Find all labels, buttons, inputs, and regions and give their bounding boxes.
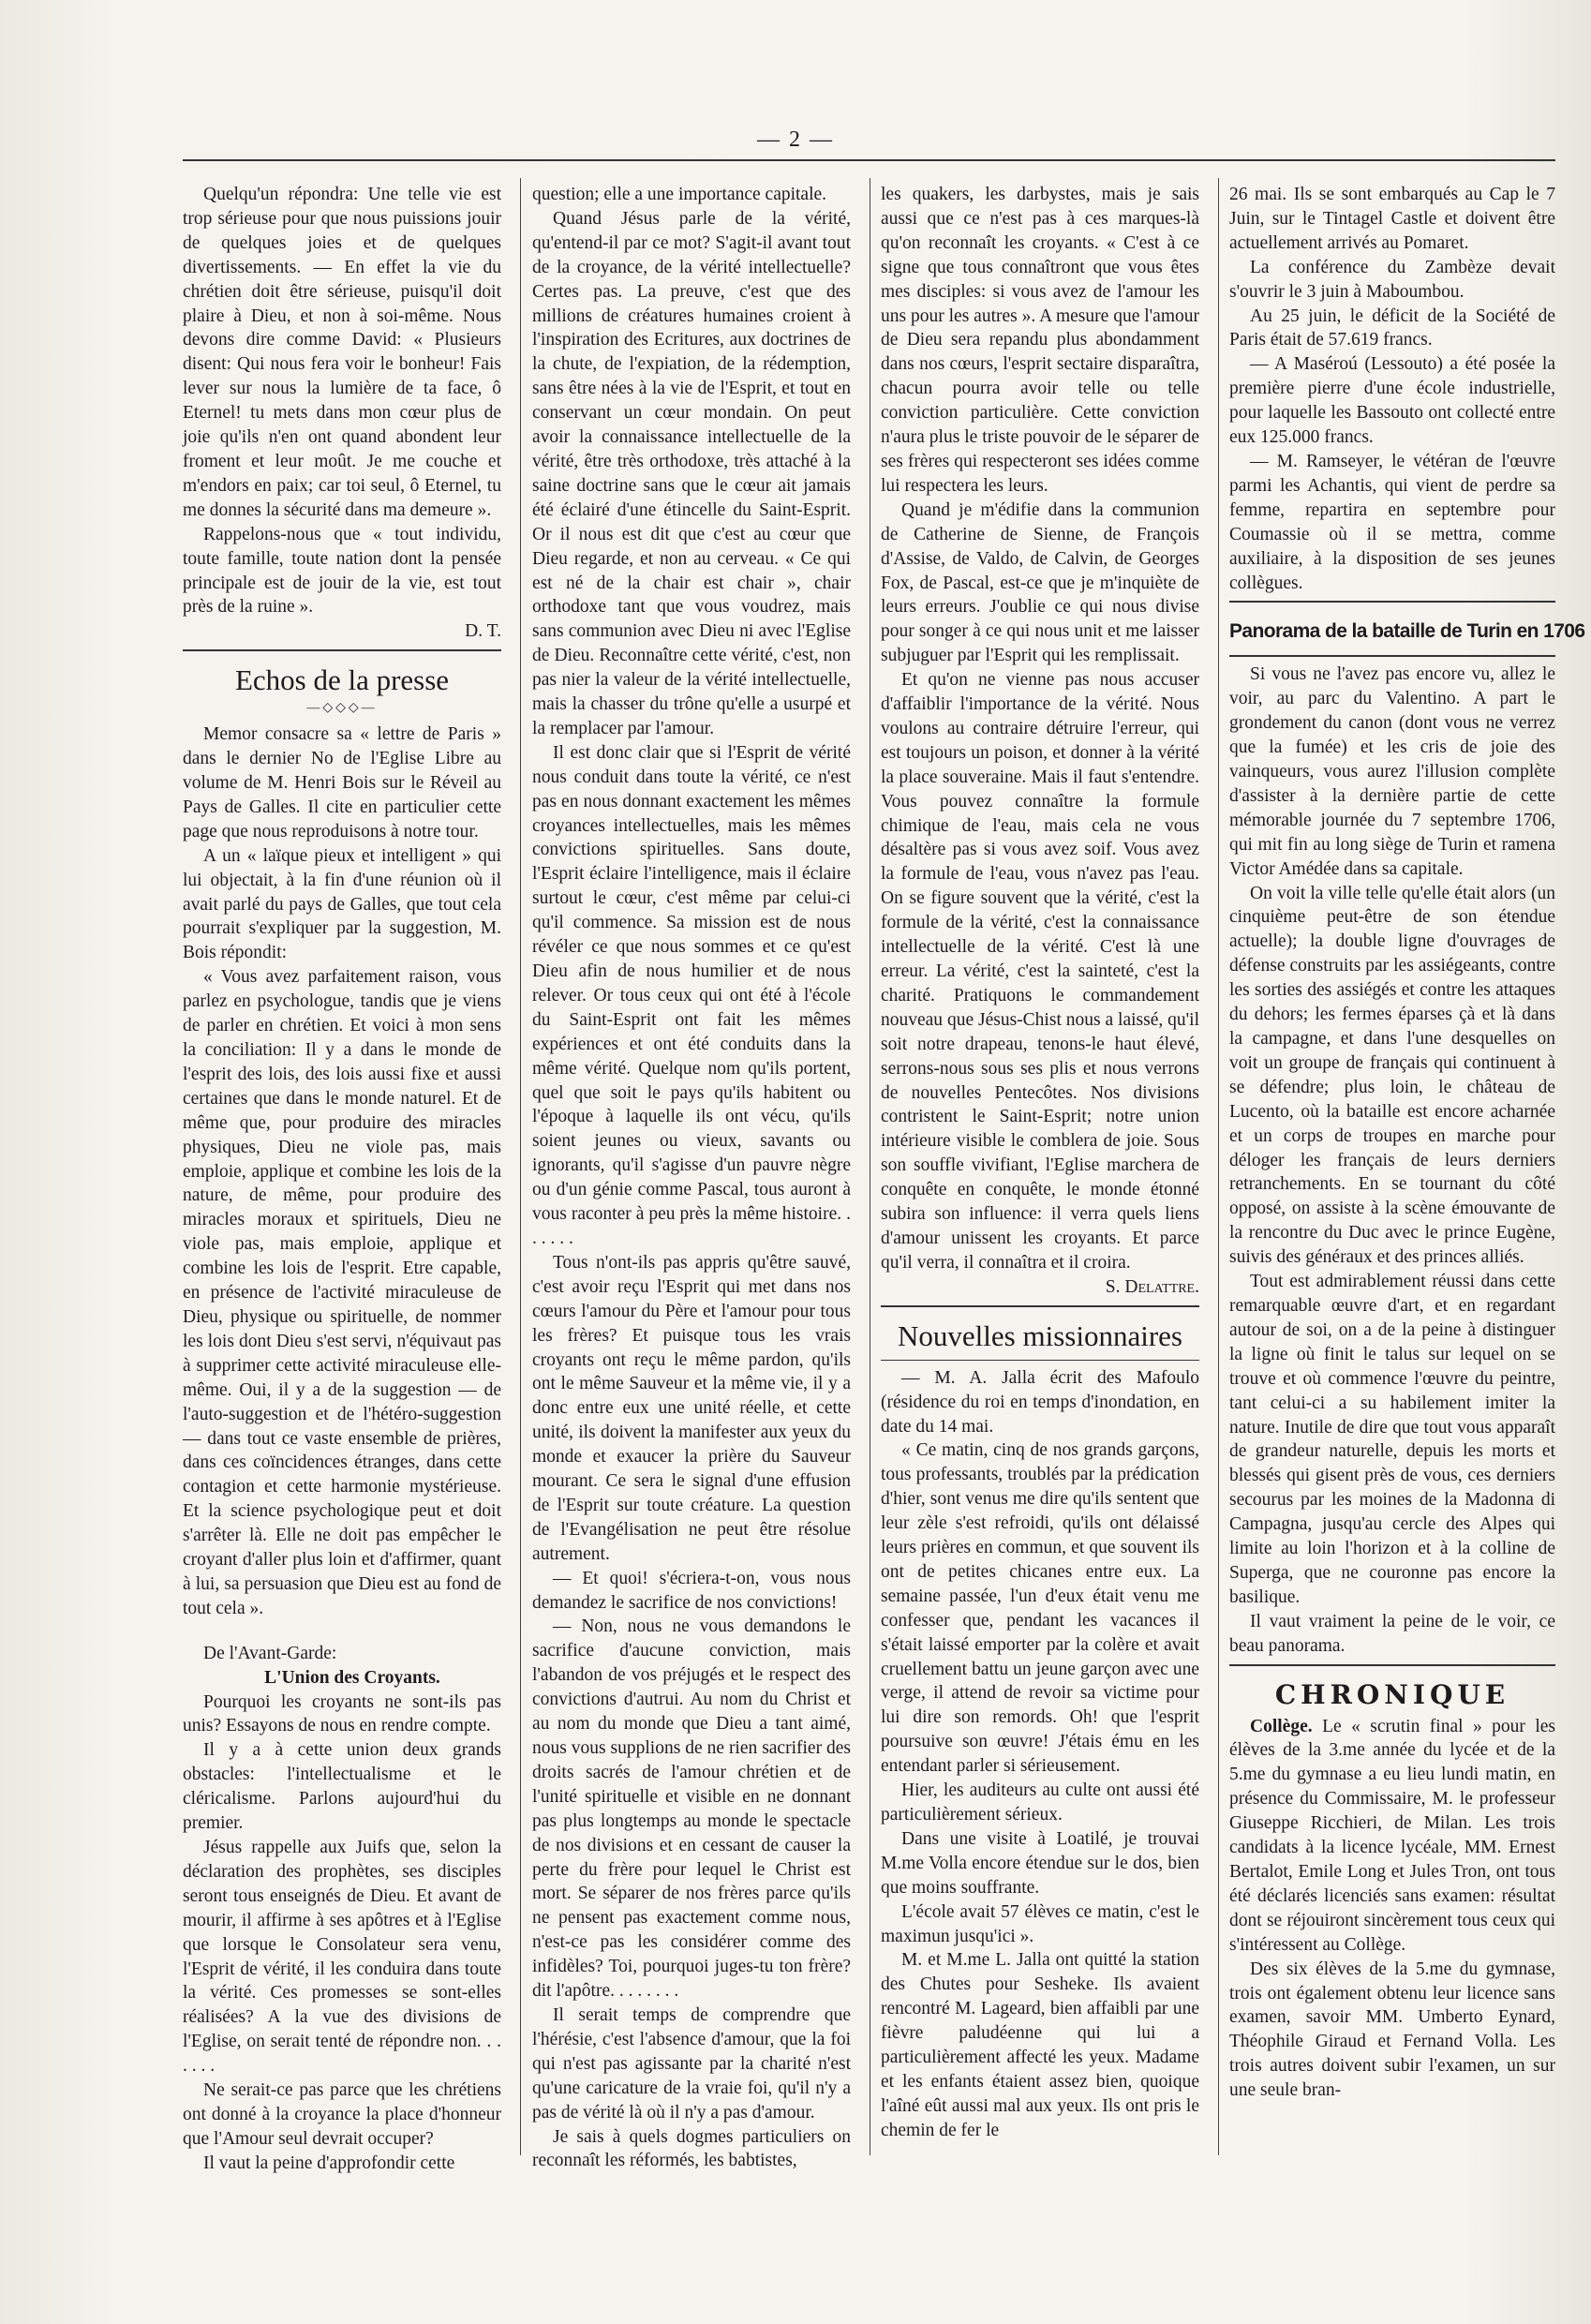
paragraph: Quand Jésus parle de la vérité, qu'entend-il par ce mot? S'agit-il avant tout de la croyance, de la vérité intellectuelle? Certes pas. La preuve, c'est que des millions de créatures humaines croient à l'inspiration des Ecritures, aux doctrines de la chute, de l'expiation, de la rédemption, sans être nées à la vie de l'Esprit, et tout en conservant un cœur mondain. On peut avoir la connaissance intellectuelle de la vérité, être très orthodoxe, très attaché à la saine doctrine sans que le cœur ait jamais été éclairé d'une étincelle du Saint-Esprit. Or il nous est dit que c'est au cœur que Dieu regarde, et non au cerveau. « Ce qui est né de la chair est chair », chair orthodoxe tant que vous voudrez, mais sans communion avec Dieu ni avec l'Eglise de Dieu. Reconnaître cette vérité, c'est, non pas nier la valeur de la vérité intellectuelle, mais la chasser du trône qu'elle a usurpé et la remplacer par l'amour. bbox=[532, 208, 851, 738]
article-subheading: L'Union des Croyants. bbox=[264, 1667, 440, 1688]
paragraph: — Non, nous ne vous demandons le sacrifice d'aucune conviction, mais l'abandon de vos préjugés et le respect des convictions d'autrui. Au nom du Christ et au nom du monde que Dieu a tant aimé, nous vous supplions de ne rien sacrifier des droits sacrés de l'amour chrétien et de l'unité spirituelle et visible en ne donnant pas plus longtemps au monde le spectacle de nos divisions et en cessant de causer la perte du frère pour lequel le Christ est mort. Se séparer de nos frères parce qu'ils ne pensent pas exactement comme nous, n'est-ce pas les considérer comme des infidèles? Toi, pourquoi juges-tu ton frère? dit l'apôtre. . . . . . . . bbox=[532, 1616, 851, 2002]
paragraph: De l'Avant-Garde: bbox=[203, 1643, 337, 1663]
column-1 bbox=[183, 183, 501, 2173]
paragraph-text: Le « scrutin final » pour les élèves de la 3.me année du lycée et de la 5.me du gymnase a eu lieu lundi matin, en présence du Commissaire, M. le professeur Giuseppe Ricchieri, de Milan. Les trois candidats à la licence lycéale, MM. Ernest Bertalot, Emile Long et Jules Tron, ont tous été déclarés licenciés sans examen: résultat dont se réjouiront sincèrement tous ceux qui s'intéressent au Collège. bbox=[1229, 1716, 1556, 1955]
spacer bbox=[183, 1621, 501, 1642]
section-rule bbox=[1229, 655, 1555, 657]
column-3 bbox=[881, 183, 1199, 2160]
section-rule bbox=[881, 1305, 1199, 1307]
paragraph: L'école avait 57 élèves ce matin, c'est le maximun jusqu'ici ». bbox=[881, 1901, 1199, 1946]
paragraph: Quelqu'un répondra: Une telle vie est trop sérieuse pour que nous puissions jouir de quelques joies et de quelques divertissements. — En effet la vie du chrétien doit être sérieuse, puisqu'il doit plaire à Dieu, et non à soi-même. Nous devons dire comme David: « Plusieurs disent: Qui nous fera voir le bonheur! Fais lever sur nous la lumière de ta face, ô Eternel! tu mets dans mon cœur plus de joie qu'ils n'en ont quand abondent leur froment et leur moût. Je me couche et m'endors en paix; car toi seul, ô Eternel, tu me donnes la sécurité dans ma demeure ». bbox=[183, 185, 501, 520]
paragraph: question; elle a une importance capitale. bbox=[532, 185, 827, 204]
section-rule bbox=[1229, 1664, 1555, 1666]
paragraph: Si vous ne l'avez pas encore vu, allez le voir, au parc du Valentino. A part le grondement du canon (dont vous ne verrez que la fumée) et les cris de joie des vainqueurs, vous aurez l'illusion complète d'assister à la dernière partie de cette mémorable journée du 7 septembre 1706, qui mit fin au long siège de Turin et ramena Victor Amédée dans sa capitale. bbox=[1229, 664, 1555, 879]
paragraph: 26 mai. Ils se sont embarqués au Cap le 7 Juin, sur le Tintagel Castle et doivent être actuellement arrivés au Pomaret. bbox=[1229, 185, 1555, 253]
column-4 bbox=[1229, 183, 1585, 2160]
paragraph: Il vaut la peine d'approfondir cette bbox=[203, 2153, 455, 2173]
paragraph: — A Maséroú (Lessouto) a été posée la première pierre d'une école industrielle, pour laquelle les Bassouto ont collecté entre eux 125.000 francs. bbox=[1229, 354, 1555, 448]
paragraph: Tous n'ont-ils pas appris qu'être sauvé, c'est avoir reçu l'Esprit qui met dans nos cœurs l'amour du Père et l'amour pour tous les frères? Et puisque tous les vrais croyants ont reçu le même pardon, qu'ils ont le même Sauveur et la même vie, il y a donc entre eux une unité réelle, et cette unité, ils doivent la manifester aux yeux du monde et exaucer la prière du Sauveur mourant. Ce sera le signal d'une effusion de l'Esprit sur toute créature. La question de l'Evangélisation ne peut être résolue autrement. bbox=[532, 1252, 851, 1564]
section-rule bbox=[881, 1360, 1199, 1361]
paragraph: Il est donc clair que si l'Esprit de vérité nous conduit dans toute la vérité, ce n'est pas en nous donnant exactement les mêmes croyances intellectuelles, mais les mêmes convictions spirituelles. Sans doute, l'Esprit éclaire l'intelligence, mais il éclaire surtout le cœur, c'est même par celui-ci qu'il commence. Sa mission est de nous révéler ce que nous sommes et ce qu'est Dieu afin de nous humilier et de nous relever. Or tous ceux qui ont été à l'école du Saint-Esprit ont fait les mêmes expériences et ont été conduits dans la même vérité. Quelque nom qu'ils portent, quel que soit le pays qu'ils habitent ou l'époque à laquelle ils ont vécu, qu'ils soient jeunes ou vieux, savants ou ignorants, qu'il s'agisse d'un pauvre nègre ou d'un génie comme Pascal, tous auront à vous raconter à peu près la même histoire. . . . . . . bbox=[532, 742, 851, 1248]
paragraph: Pourquoi les croyants ne sont-ils pas unis? Essayons de nous en rendre compte. bbox=[183, 1691, 501, 1736]
section-heading: Echos de la presse bbox=[234, 663, 450, 697]
column-divider bbox=[520, 178, 521, 2155]
paragraph: Rappelons-nous que « tout individu, toute famille, toute nation dont la pensée principale est de jouir de la vie, est tout près de la ruine ». bbox=[183, 524, 501, 618]
paragraph: On voit la ville telle qu'elle était alors (un cinquième peut-être de son étendue actuelle); la double ligne d'ouvrages de défense construits par les assiégeants, contre les sorties des assiégés et contre les attaques du dehors; les fermes éparses çà et là dans la campagne, et dans l'une desquelles on voit un groupe de français qui continuent à se défendre; plus loin, le château de Lucento, où la bataille est encore acharnée et un corps de troupes en marche pour déloger les français de leurs derniers retranchements. En se tournant du côté opposé, on assiste à la scène émouvante de la rencontre du Duc avec le prince Eugène, suivis des généraux et des princes alliés. bbox=[1229, 883, 1555, 1268]
section-rule bbox=[1229, 601, 1555, 603]
paragraph: les quakers, les darbystes, mais je sais aussi que ce n'est pas à ces marques-là qu'on reconnaît les croyants. « C'est à ce signe que tous connaîtront que vous êtes mes disciples: si vous avez de l'amour les uns pour les autres ». A mesure que l'amour de Dieu sera repandu plus abondamment dans nos cœurs, l'esprit sectaire disparaîtra, chacun pourra avoir telle ou telle conviction particulière. Cette conviction n'aura plus le triste pouvoir de le séparer de ses frères qui respecteront ses idées comme lui respectera les leurs. bbox=[881, 185, 1199, 496]
paragraph: Des six élèves de la 5.me du gymnase, trois ont également obtenu leur licence sans examen, savoir MM. Umberto Eynard, Théophile Giraud et Fernand Volla. Les trois autres doivent subir l'examen, un sur une seule bran- bbox=[1229, 1959, 1555, 2101]
column-divider bbox=[1218, 178, 1219, 2155]
paragraph: Au 25 juin, le déficit de la Société de Paris était de 57.619 francs. bbox=[1229, 305, 1555, 350]
paragraph: Quand je m'édifie dans la communion de Catherine de Sienne, de François d'Assise, de Valdo, de Calvin, de Georges Fox, de Pascal, est-ce que je m'inquiète de leurs erreurs. J'oublie ce qui nous divise pour songer à ce qui nous unit et me laisser subjuguer par l'Esprit qui les remplissait. bbox=[881, 499, 1199, 666]
signature: S. Delattre. bbox=[1105, 1276, 1199, 1297]
paragraph: Et qu'on ne vienne pas nous accuser d'affaiblir l'importance de la vérité. Nous voulons au contraire détruire l'erreur, qui est toujours un poison, et donner à la vérité la place souveraine. Mais il faut s'entendre. Vous pouvez connaître la formule chimique de l'eau, mais cela ne vous désaltère pas si vous avez soif. Vous avez la formule de l'eau, vous n'avez pas l'eau. On se figure souvent que la vérité, c'est la formule de la vérité, c'est la connaissance intellectuelle de la vérité. C'est là une erreur. La vérité, c'est la sainteté, c'est la charité. Pratiquons le commandement nouveau que Jésus-Chist nous a laissé, qu'il soit notre drapeau, tenons-le haut élevé, serrons-nous sous ses plis et nous verrons de nouvelles Pentecôtes. Nos divisions contristent le Saint-Esprit; notre union intérieure visible le comblera de joie. Sous son souffle vivifiant, l'Eglise marchera de conquête en conquête, le monde étonné subira son influence: il verra quels liens d'amour unissent les croyants. Et parce qu'il verra, il connaîtra et il croira. bbox=[881, 670, 1199, 1273]
paragraph: Ne serait-ce pas parce que les chrétiens ont donné à la croyance la place d'honneur que l'Amour seul devrait occuper? bbox=[183, 2080, 501, 2149]
paragraph: Il serait temps de comprendre que l'hérésie, c'est l'absence d'amour, que la foi qui n'est pas agissante par la charité n'est qu'une caricature de la vraie foi, qu'il n'y a pas de vérité là où il n'y a pas d'amour. bbox=[532, 2004, 851, 2123]
paragraph: Il vaut vraiment la peine de le voir, ce beau panorama. bbox=[1229, 1611, 1555, 1656]
section-heading: CHRONIQUE bbox=[1274, 1678, 1510, 1710]
paragraph: A un « laïque pieux et intelligent » qui lui objectait, à la fin d'une réunion où il avait parlé du pays de Galles, que tout cela pourrait s'expliquer par la suggestion, M. Bois répondit: bbox=[183, 845, 501, 963]
paragraph: Tout est admirablement réussi dans cette remarquable œuvre d'art, et en regardant autour de soi, on a de la peine à distinguer la ligne où finit le talus sur lequel on se trouve et où commence l'œuvre du peintre, tant celui-ci a su habilement imiter la nature. Inutile de dire que tout vous apparaît de grandeur naturelle, depuis les morts et blessés qui gisent près de vous, ces derniers secourus par les moines de la Madonna di Campagna, jusqu'au cercle des Alpes qui limite au loin l'horizon et à la colline de Superga, que ne couronne pas encore la basilique. bbox=[1229, 1272, 1555, 1607]
paragraph bbox=[1229, 1715, 1555, 1958]
paragraph: « Ce matin, cinq de nos grands garçons, tous professants, troublés par la prédication d'hier, sont venus me dire qu'ils sentent que leur zèle s'est refroidi, qu'ils ont délaissé leurs prières en commun, et que souvent ils ont de petites chicanes entre eux. La semaine passée, l'un d'eux était venu me confesser que, pendant les vacances il s'était laissé emporter par la colère et avait cruellement battu un jeune garçon avec une verge, il attend de revoir sa victime pour lui dire son remords. Oh! que l'esprit poursuive son œuvre! J'étais ému en les entendant parler si sérieusement. bbox=[881, 1440, 1199, 1777]
paragraph: Je sais à quels dogmes particuliers on reconnaît les réformés, les babtistes, bbox=[532, 2126, 851, 2171]
paragraph: — Et quoi! s'écriera-t-on, vous nous demandez le sacrifice de nos convictions! bbox=[532, 1568, 851, 1613]
paragraph: Hier, les auditeurs au culte ont aussi été particulièrement sérieux. bbox=[881, 1780, 1199, 1825]
section-heading: Panorama de la bataille de Turin en 1706 bbox=[1229, 620, 1585, 643]
column-2 bbox=[532, 183, 851, 2171]
section-rule bbox=[183, 649, 501, 651]
paragraph: Memor consacre sa « lettre de Paris » dans le dernier No de l'Eglise Libre au volume de M. Henri Bois sur le Réveil au Pays de Galles. Il cite en particulier cette page que nous reproduisons à notre tour. bbox=[183, 724, 501, 842]
page-number: — 2 — bbox=[757, 127, 834, 152]
paragraph: M. et M.me L. Jalla ont quitté la station des Chutes pour Sesheke. Ils avaient rencontré M. Lageard, bien affaibli par une fièvre paludéenne qui lui a particulièrement affecté les yeux. Madame et les enfants étaient assez bien, quoique l'aîné eût aussi mal aux yeux. Ils ont pris le chemin de fer le bbox=[881, 1950, 1199, 2140]
paragraph: — M. Ramseyer, le vétéran de l'œuvre parmi les Achantis, qui vient de perdre sa femme, repartira en septembre pour Coumassie où il se mettra, comme auxiliaire, à la disposition de ses jeunes collègues. bbox=[1229, 451, 1555, 593]
ornament: —◇◇◇— bbox=[306, 701, 378, 716]
paragraph: Il y a à cette union deux grands obstacles: l'intellectualisme et le cléricalisme. Parlons aujourd'hui du premier. bbox=[183, 1740, 501, 1834]
signature: D. T. bbox=[465, 621, 501, 642]
paragraph-lead: Collège. bbox=[1250, 1716, 1313, 1736]
paragraph: Jésus rappelle aux Juifs que, selon la déclaration des prophètes, ses disciples seront tous enseignés de Dieu. Et avant de mourir, il affirme à ses apôtres et à l'Eglise que lorsque le Consolateur sera venu, l'Esprit de vérité, il les conduira dans toute la vérité. Ces promesses se sont-elles réalisées? A la vue des divisions de l'Eglise, on serait tenté de répondre non. . . . . . . bbox=[183, 1838, 501, 2077]
paragraph: Dans une visite à Loatilé, je trouvai M.me Volla encore étendue sur le dos, bien que moins souffrante. bbox=[881, 1828, 1199, 1898]
paragraph: La conférence du Zambèze devait s'ouvrir le 3 juin à Maboumbou. bbox=[1229, 257, 1555, 302]
paragraph: — M. A. Jalla écrit des Mafoulo (résidence du roi en temps d'inondation, en date du 14 mai. bbox=[881, 1367, 1199, 1437]
paragraph: « Vous avez parfaitement raison, vous parlez en psychologue, tandis que je viens de parler en chrétien. Et voici à mon sens la conciliation: Il y a dans le monde de l'esprit des lois, des lois aussi fixe et aussi certaines que dans le monde naturel. Et de même que, pour produire des miracles physiques, Dieu ne viole pas, mais emploie, applique et combine les lois de la nature, de même, pour produire des miracles moraux et spirituels, Dieu ne viole pas, mais emploie, applique et combine les lois de l'esprit. Etre capable, en présence de l'activité miraculeuse de Dieu, physique ou spirituelle, de nommer les lois dont Dieu s'est servi, n'équivaut pas à supprimer cette activité miraculeuse elle-même. Oui, il y a de la suggestion — de l'auto-suggestion et de l'hétéro-suggestion — dans tout ce vaste ensemble de prières, dans ces coïncidences étranges, dans cette contagion et cette harmonie mystérieuse. Et la science psychologique peut et doit s'arrêter là. Elle ne doit pas empêcher le croyant d'aller plus loin et d'affirmer, quant à lui, sa persuasion que Dieu est au fond de tout cela ». bbox=[183, 967, 501, 1618]
section-heading: Nouvelles missionnaires bbox=[898, 1318, 1182, 1352]
header-rule bbox=[183, 159, 1555, 161]
